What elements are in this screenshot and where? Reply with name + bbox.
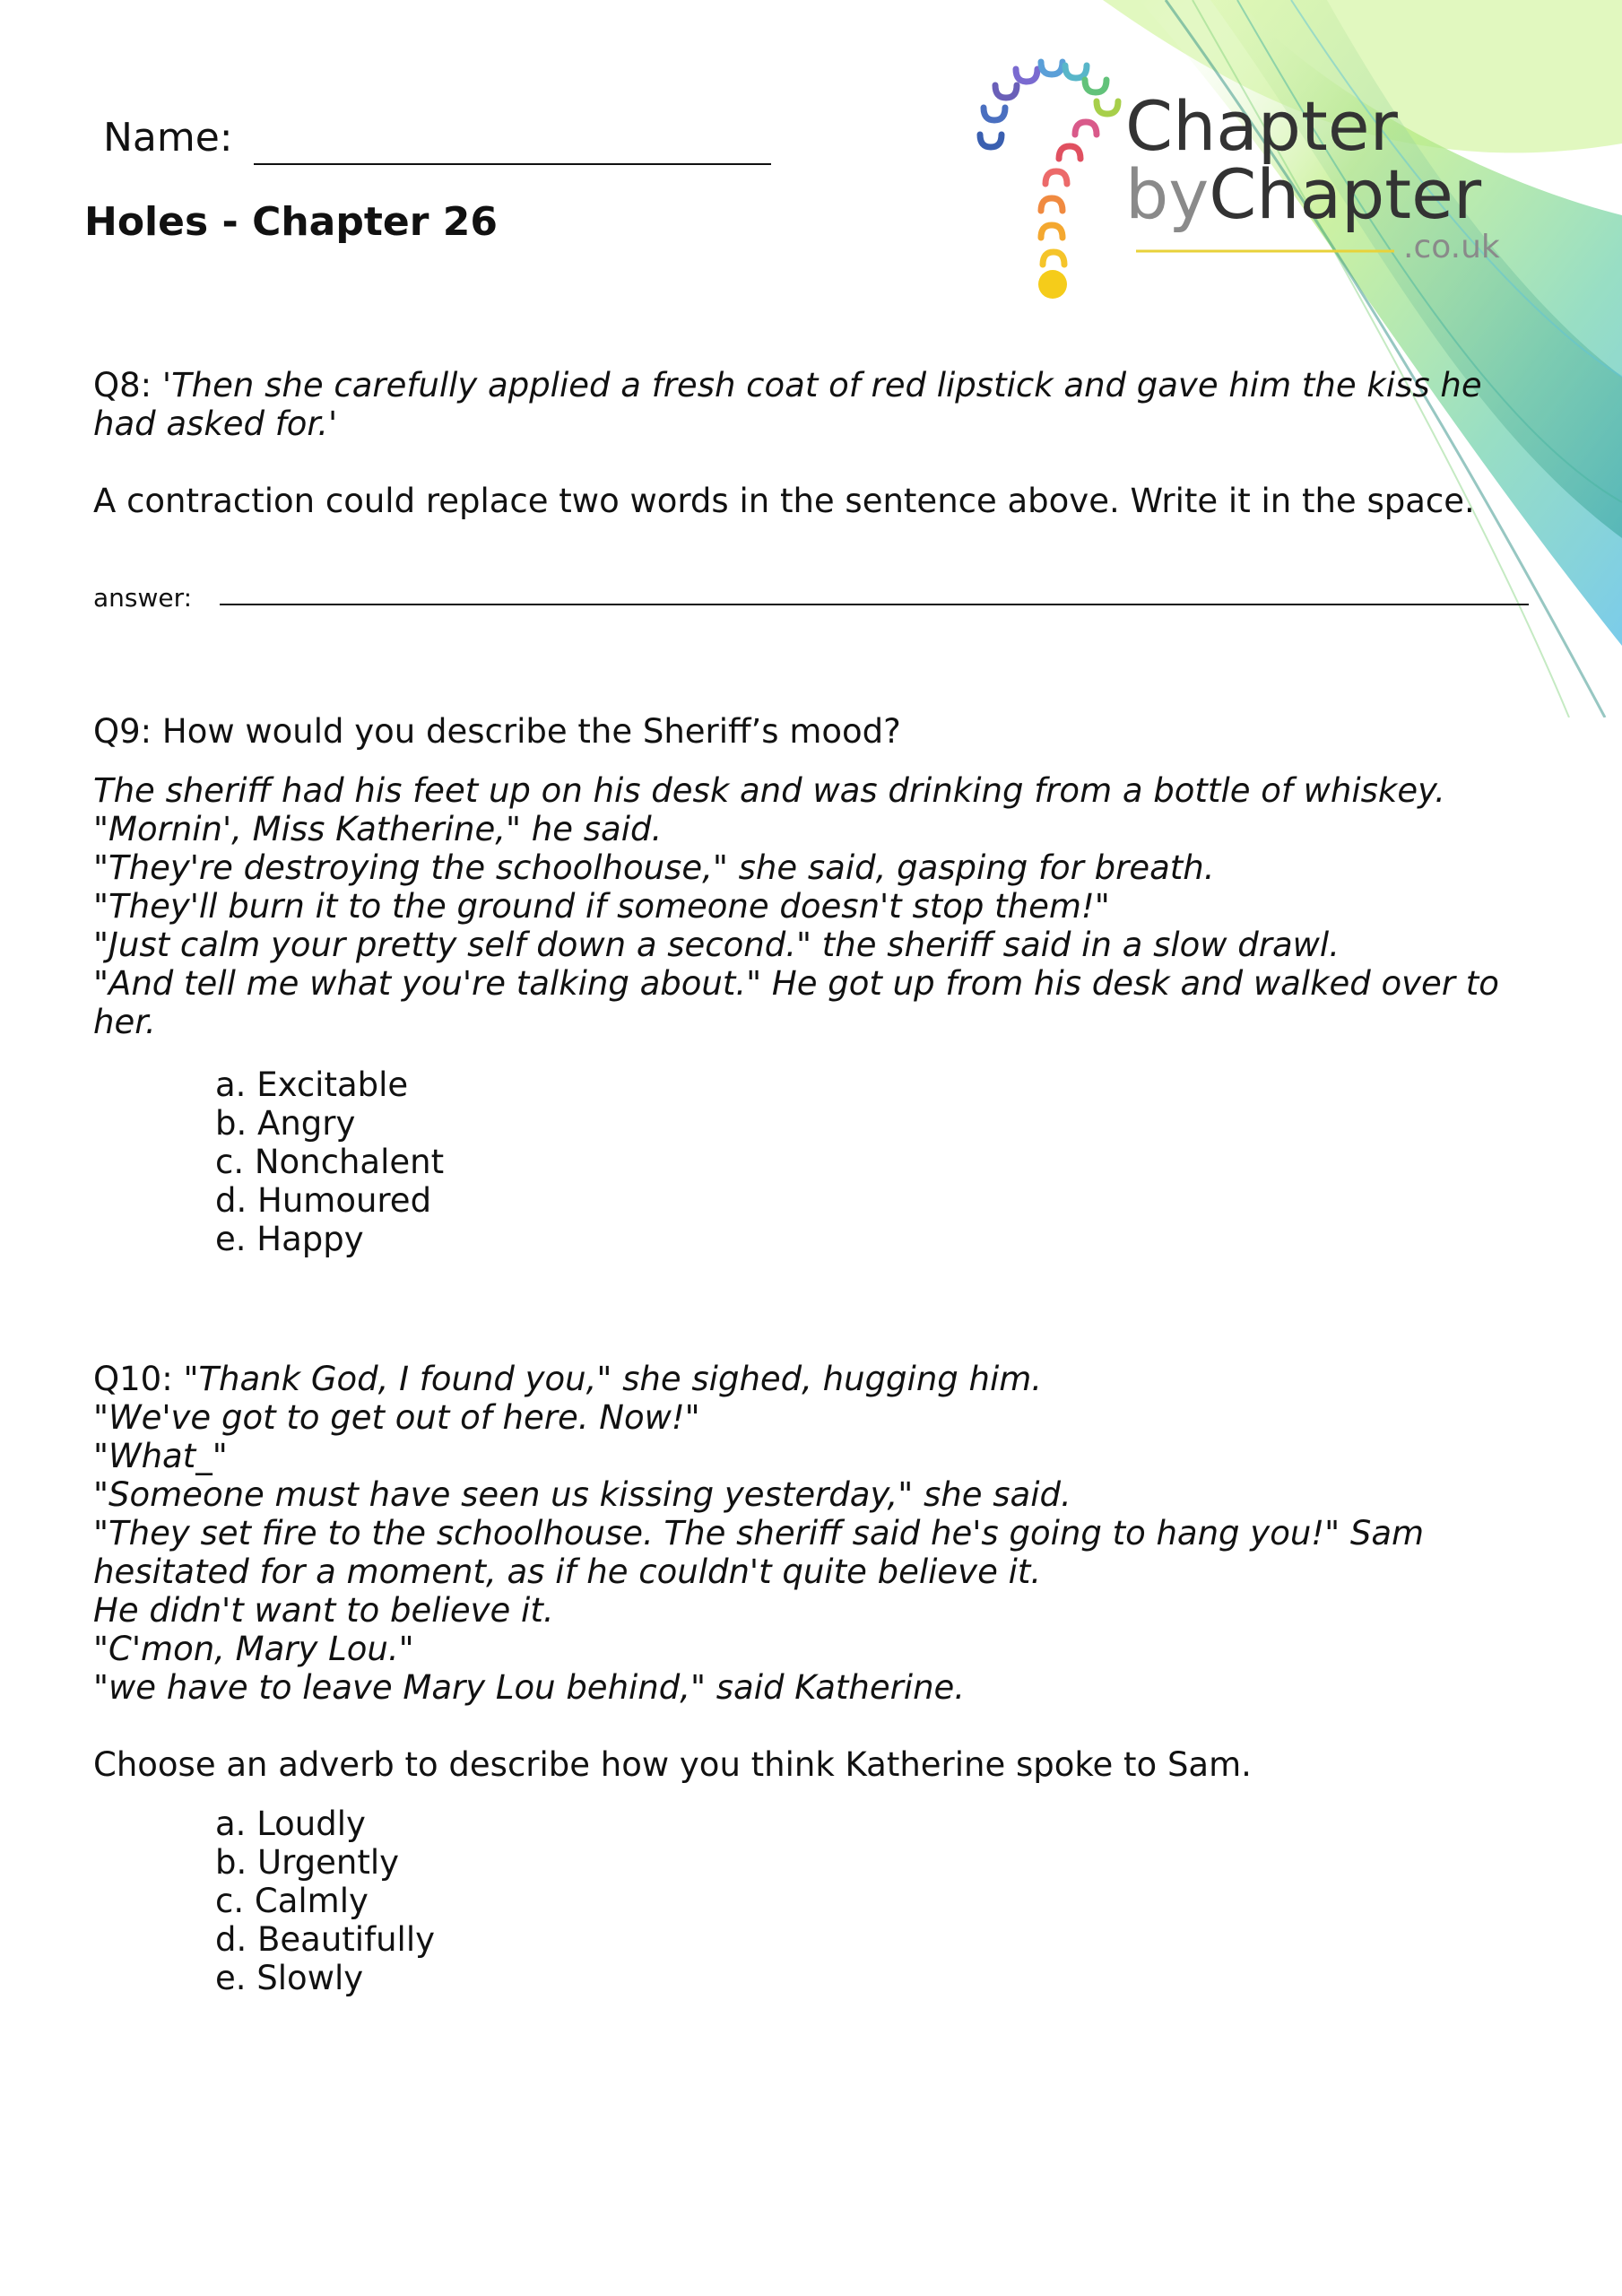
q9-prompt: Q9: How would you describe the Sheriff’s mood? — [93, 712, 901, 751]
q8-instruction: A contraction could replace two words in the sentence above. Write it in the space. — [93, 482, 1475, 520]
worksheet-title: Holes - Chapter 26 — [84, 199, 498, 245]
q10-options — [215, 1805, 435, 1997]
q10-passage-line: He didn't want to believe it. — [93, 1591, 554, 1630]
name-answer-line[interactable] — [254, 163, 771, 165]
question-10 — [93, 1360, 1528, 1707]
logo-domain: .co.uk — [1403, 229, 1500, 265]
q10-option-d[interactable]: d. Beautifully — [215, 1920, 435, 1959]
book-arc-icon — [980, 62, 1118, 299]
svg-text:byChapter — [1125, 154, 1482, 234]
q10-passage-line: "we have to leave Mary Lou behind," said Katherine. — [93, 1668, 966, 1707]
q10-passage-line: "We've got to get out of here. Now!" — [93, 1398, 700, 1437]
q9-passage-line: her. — [93, 1003, 156, 1041]
q9-passage — [93, 771, 1528, 1041]
q10-passage-line: "What_" — [93, 1437, 228, 1475]
q8-quote-line2: had asked for.' — [93, 404, 338, 443]
q10-passage-line: "Someone must have seen us kissing yesterday," she said. — [93, 1475, 1071, 1514]
q9-passage-line: "Mornin', Miss Katherine," he said. — [93, 810, 663, 848]
logo-chapter: Chapter — [1209, 154, 1482, 234]
q10-passage-line: "C'mon, Mary Lou." — [93, 1630, 414, 1668]
q9-passage-line: The sheriff had his feet up on his desk and was drinking from a bottle of whiskey. — [93, 771, 1445, 810]
q10-instruction: Choose an adverb to describe how you think Katherine spoke to Sam. — [93, 1745, 1252, 1784]
q10-option-c[interactable]: c. Calmly — [215, 1882, 369, 1920]
q10-option-b[interactable]: b. Urgently — [215, 1843, 400, 1882]
question-8 — [93, 366, 1528, 443]
q9-option-e[interactable]: e. Happy — [215, 1220, 364, 1258]
q10-passage-first: "Thank God, I found you," she sighed, hugging him. — [183, 1360, 1043, 1398]
q9-option-a[interactable]: a. Excitable — [215, 1065, 409, 1104]
q10-option-e[interactable]: e. Slowly — [215, 1959, 364, 1997]
q9-option-c[interactable]: c. Nonchalent — [215, 1143, 445, 1181]
q10-passage-line: "They set fire to the schoolhouse. The sheriff said he's going to hang you!" Sam — [93, 1514, 1425, 1552]
q10-label: Q10: — [93, 1360, 173, 1398]
chapter-by-chapter-logo — [964, 49, 1538, 318]
q8-answer-label: answer: — [93, 583, 193, 613]
q9-options — [215, 1065, 444, 1258]
logo-line1: Chapter — [1125, 86, 1398, 166]
q10-option-a[interactable]: a. Loudly — [215, 1805, 366, 1843]
logo-by: by — [1125, 154, 1210, 234]
q9-option-b[interactable]: b. Angry — [215, 1104, 356, 1143]
q10-passage-line: hesitated for a moment, as if he couldn't quite believe it. — [93, 1552, 1042, 1591]
q8-label: Q8: — [93, 366, 152, 404]
q9-option-d[interactable]: d. Humoured — [215, 1181, 432, 1220]
q8-answer-line[interactable] — [220, 604, 1529, 605]
q8-quote-line1: 'Then she carefully applied a fresh coat of red lipstick and gave him the kiss he — [161, 366, 1482, 404]
q9-passage-line: "And tell me what you're talking about." He got up from his desk and walked over to — [93, 964, 1499, 1003]
q9-passage-line: "They're destroying the schoolhouse," she said, gasping for breath. — [93, 848, 1215, 887]
q9-passage-line: "They'll burn it to the ground if someone doesn't stop them!" — [93, 887, 1110, 926]
q9-passage-line: "Just calm your pretty self down a second." the sheriff said in a slow drawl. — [93, 926, 1340, 964]
name-label: Name: — [103, 115, 233, 161]
